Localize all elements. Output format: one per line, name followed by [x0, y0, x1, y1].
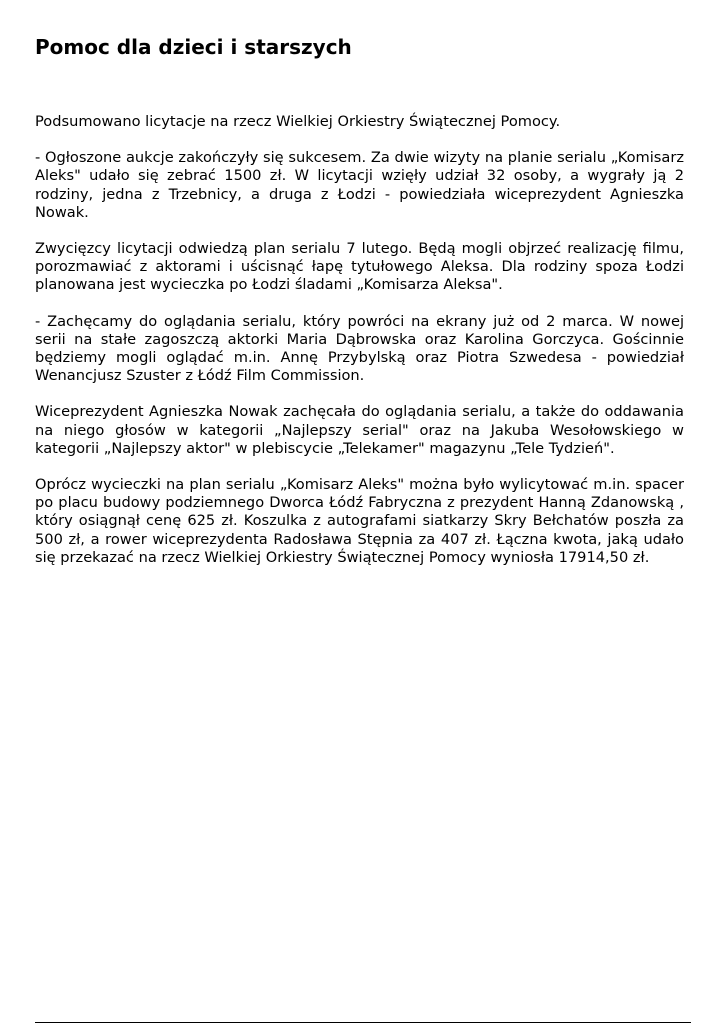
paragraph-4: - Zachęcamy do oglądania serialu, który powróci na ekrany już od 2 marca. W nowej serii na stałe zagoszczą aktorki Maria Dąbrowska oraz Karolina Gorczyca. Gościnnie będziemy mogli oglądać m.in. Annę Przybylską oraz Piotra Szwedesa - powiedział Wenancjusz Szuster z Łódź Film Commission. — [35, 312, 684, 385]
page-title: Pomoc dla dzieci i starszych — [35, 35, 352, 59]
paragraph-5: Wiceprezydent Agnieszka Nowak zachęcała do oglądania serialu, a także do oddawania na niego głosów w kategorii „Najlepszy serial" oraz na Jakuba Wesołowskiego w kategorii „Najlepszy aktor" w plebiscycie „Telekamer" magazynu „Tele Tydzień". — [35, 403, 684, 457]
article-body — [35, 113, 684, 585]
document-page — [35, 0, 684, 1024]
paragraph-6: Oprócz wycieczki na plan serialu „Komisarz Aleks" można było wylicytować m.in. spacer po placu budowy podziemnego Dworca Łódź Fabryczna z prezydent Hanną Zdanowską , który osiągnął cenę 625 zł. Koszulka z autografami siatkarzy Skry Bełchatów poszła za 500 zł, a rower wiceprezydenta Radosława Stępnia za 407 zł. Łączna kwota, jaką udało się przekazać na rzecz Wielkiej Orkiestry Świątecznej Pomocy wyniosła 17914,50 zł. — [35, 476, 684, 566]
paragraph-1: Podsumowano licytacje na rzecz Wielkiej Orkiestry Świątecznej Pomocy. — [35, 113, 561, 130]
footer-divider — [35, 1022, 691, 1023]
paragraph-2: - Ogłoszone aukcje zakończyły się sukcesem. Za dwie wizyty na planie serialu „Komisarz Aleks" udało się zebrać 1500 zł. W licytacji wzięły udział 32 osoby, a wygrały ją 2 rodziny, jedna z Trzebnicy, a druga z Łodzi - powiedziała wiceprezydent Agnieszka Nowak. — [35, 149, 684, 221]
paragraph-3: Zwycięzcy licytacji odwiedzą plan serialu 7 lutego. Będą mogli objrzeć realizację filmu, porozmawiać z aktorami i uścisnąć łapę tytułowego Aleksa. Dla rodziny spoza Łodzi planowana jest wycieczka po Łodzi śladami „Komisarza Aleksa". — [35, 240, 684, 294]
